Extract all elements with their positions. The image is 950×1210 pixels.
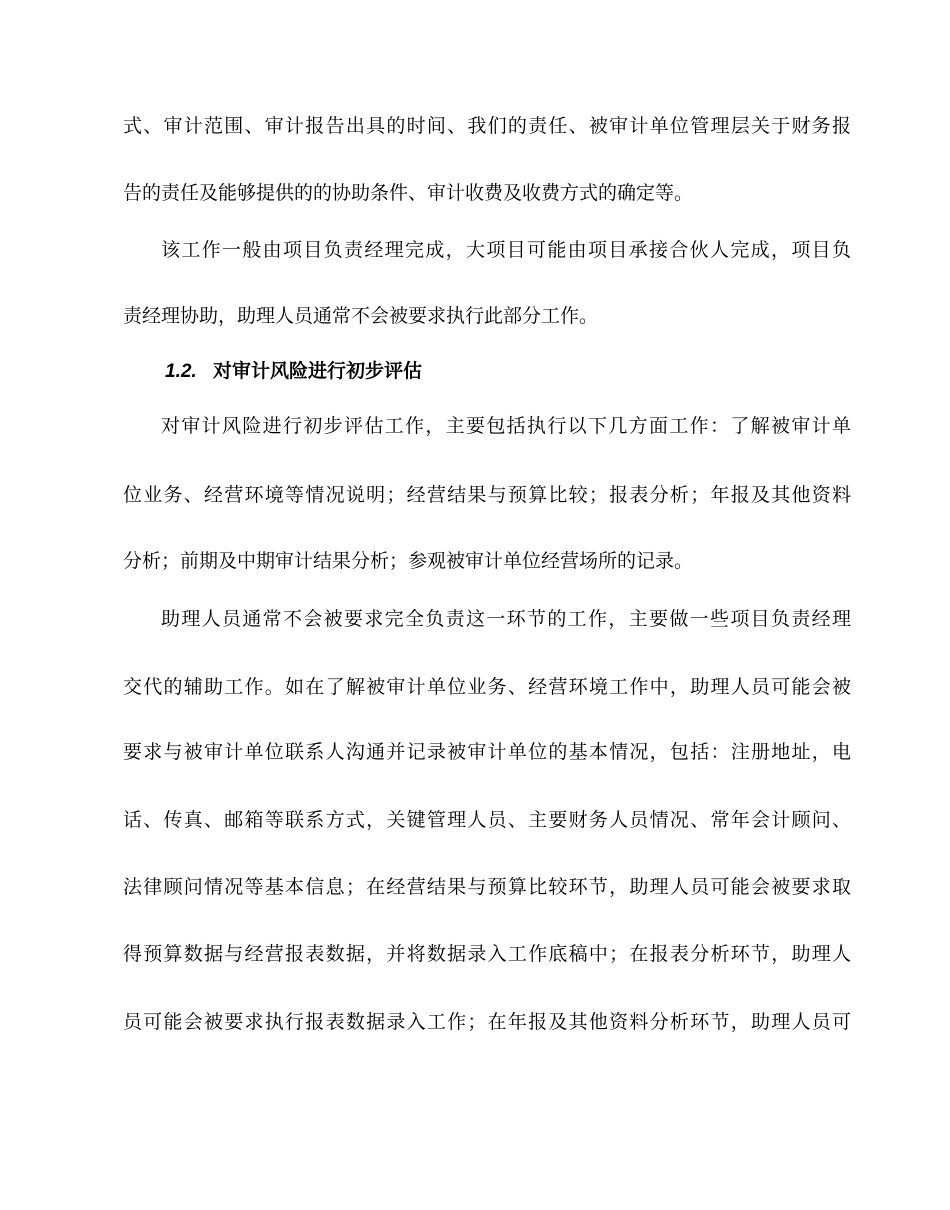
paragraph-line: 交代的辅助工作。如在了解被审计单位业务、经营环境工作中，助理人员可能会被 xyxy=(123,676,851,698)
paragraph-line: 助理人员通常不会被要求完全负责这一环节的工作，主要做一些项目负责经理 xyxy=(161,608,851,630)
paragraph-line: 分析；前期及中期审计结果分析；参观被审计单位经营场所的记录。 xyxy=(123,550,694,572)
paragraph-line: 该工作一般由项目负责经理完成，大项目可能由项目承接合伙人完成，项目负 xyxy=(161,239,851,261)
paragraph-line: 员可能会被要求执行报表数据录入工作；在年报及其他资料分析环节，助理人员可 xyxy=(123,1011,851,1033)
section-title: 对审计风险进行初步评估 xyxy=(213,360,423,382)
paragraph-line: 责经理协助，助理人员通常不会被要求执行此部分工作。 xyxy=(123,305,599,327)
section-number: 1.2. xyxy=(165,361,197,382)
paragraph-line: 话、传真、邮箱等联系方式，关键管理人员、主要财务人员情况、常年会计顾问、 xyxy=(123,809,851,831)
paragraph-line: 对审计风险进行初步评估工作，主要包括执行以下几方面工作：了解被审计单 xyxy=(161,415,851,437)
paragraph-line: 法律顾问情况等基本信息；在经营结果与预算比较环节，助理人员可能会被要求取 xyxy=(123,876,851,898)
paragraph-line: 位业务、经营环境等情况说明；经营结果与预算比较；报表分析；年报及其他资料 xyxy=(123,484,851,506)
paragraph-line: 告的责任及能够提供的的协助条件、审计收费及收费方式的确定等。 xyxy=(123,182,694,204)
paragraph-line: 得预算数据与经营报表数据，并将数据录入工作底稿中；在报表分析环节，助理人 xyxy=(123,943,851,965)
paragraph-line: 要求与被审计单位联系人沟通并记录被审计单位的基本情况，包括：注册地址，电 xyxy=(123,741,851,763)
section-heading xyxy=(165,356,422,386)
paragraph-line: 式、审计范围、审计报告出具的时间、我们的责任、被审计单位管理层关于财务报 xyxy=(123,115,851,137)
